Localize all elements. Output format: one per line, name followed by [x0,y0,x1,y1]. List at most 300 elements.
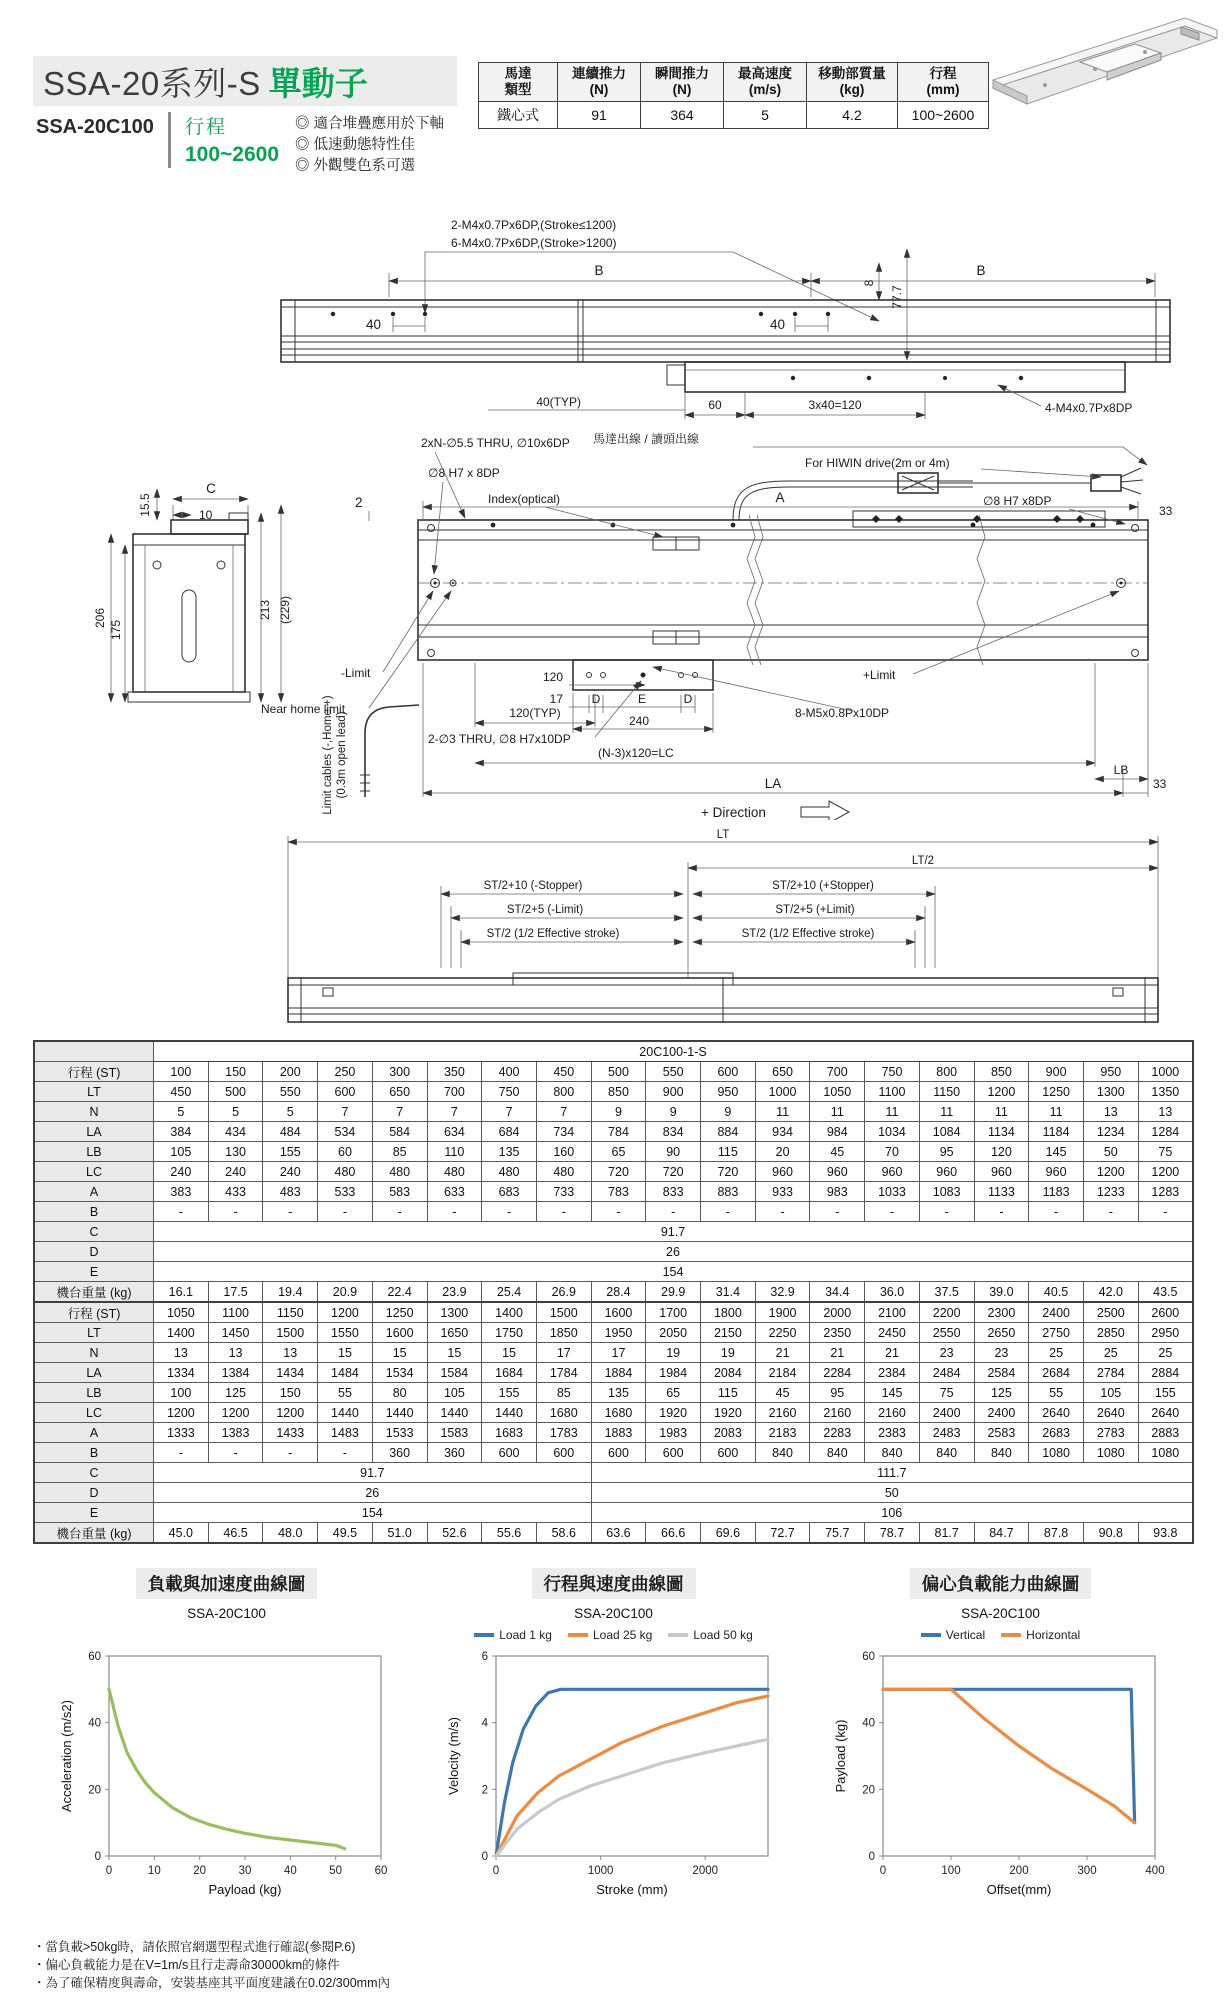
dim-cell: 480 [482,1162,537,1182]
dim-cell: 5 [263,1102,318,1122]
dim-cell: 145 [865,1383,920,1403]
row-label: LT [34,1082,154,1102]
dim-cell: 55 [318,1383,373,1403]
dim-cell: 1084 [919,1122,974,1142]
dim-label: 206 [93,607,107,629]
dim-cell: 95 [919,1142,974,1162]
dim-cell: 105 [427,1383,482,1403]
spec-header: 連續推力 (N) [558,63,641,102]
dim-cell: 75 [1138,1142,1193,1162]
callout-label: ∅8 H7 x 8DP [428,466,500,480]
dim-label: 175 [109,619,123,641]
dim-cell: 45 [755,1383,810,1403]
dim-cell: 1100 [208,1302,263,1323]
dim-cell: 155 [482,1383,537,1403]
dim-cell: 480 [536,1162,591,1182]
spec-value: 鐵心式 [479,102,558,129]
dim-cell: 720 [701,1162,756,1182]
dim-cell: 483 [263,1182,318,1202]
legend-item: Load 25 kg [568,1628,652,1642]
dim-cell: 48.0 [263,1523,318,1544]
dim-label: 213 [258,599,272,621]
dim-cell: 634 [427,1122,482,1142]
spec-value: 4.2 [807,102,898,129]
dim-cell: 2083 [701,1423,756,1443]
dim-cell: 600 [318,1082,373,1102]
dim-cell: 834 [646,1122,701,1142]
dim-cell: 684 [482,1122,537,1142]
dim-cell: 783 [591,1182,646,1202]
row-label: LC [34,1403,154,1423]
dim-cell: 1250 [372,1302,427,1323]
dim-cell: 733 [536,1182,591,1202]
dim-cell: 1500 [536,1302,591,1323]
dim-label: ST/2+10 (-Stopper) [483,880,583,892]
dim-cell: 1350 [1138,1082,1193,1102]
row-label: B [34,1443,154,1463]
dim-cell: 240 [263,1162,318,1182]
dim-cell: 15 [372,1343,427,1363]
dim-cell: 1550 [318,1323,373,1343]
dim-cell: 23.9 [427,1282,482,1303]
dim-cell: 720 [646,1162,701,1182]
dim-cell: 1200 [154,1403,209,1423]
x-tick-label: 60 [374,1865,387,1877]
dim-cell: 1083 [919,1182,974,1202]
dim-cell: - [318,1202,373,1222]
table-corner [34,1041,154,1062]
drawing-stroke-diagram [33,828,1193,1040]
page-title [33,56,457,106]
dim-cell: 1033 [865,1182,920,1202]
dim-label: B [976,263,986,278]
dim-label: 240 [628,714,650,728]
dim-cell: 150 [263,1383,318,1403]
dim-cell: 1440 [372,1403,427,1423]
dim-cell: 2640 [1083,1403,1138,1423]
dim-cell: 60 [318,1142,373,1162]
x-tick-label: 0 [105,1865,112,1877]
callout-label: For HIWIN drive(2m or 4m) [805,456,950,470]
dim-cell: 600 [591,1443,646,1463]
dim-label: 120(TYP) [509,706,561,720]
dim-cell: - [427,1202,482,1222]
y-tick-label: 60 [861,1651,875,1663]
dim-cell: 784 [591,1122,646,1142]
dim-cell: 2350 [810,1323,865,1343]
callout-label: 2-∅3 THRU, ∅8 H7x10DP [428,732,571,746]
dim-cell: 750 [482,1082,537,1102]
chart-offset-payload [807,1568,1194,1904]
model-row [36,112,444,177]
dim-cell: 115 [701,1142,756,1162]
row-label: N [34,1102,154,1122]
dim-cell: 11 [974,1102,1029,1122]
dim-cell: 45 [810,1142,865,1162]
dim-label: 8 [862,279,876,287]
chart-subtitle: SSA-20C100 [574,1606,653,1621]
dim-cell: 1484 [318,1363,373,1383]
row-label: LB [34,1142,154,1162]
dim-cell: 1684 [482,1363,537,1383]
dim-cell: 1700 [646,1302,701,1323]
feature-item: ◎ 低速動態特性佳 [295,137,416,153]
spec-value: 364 [641,102,724,129]
dim-cell: 1050 [810,1082,865,1102]
dim-cell: 2884 [1138,1363,1193,1383]
dim-cell: 533 [318,1182,373,1202]
dim-cell: 23 [974,1343,1029,1363]
chart-title: 偏心負載能力曲線圖 [910,1568,1092,1599]
dim-40-right [770,317,828,332]
dim-cell: 7 [318,1102,373,1122]
x-axis-label: Payload (kg) [208,1882,281,1897]
dim-cell: 1850 [536,1323,591,1343]
dim-label: 17 [549,692,563,706]
dim-cell: 960 [755,1162,810,1182]
dim-cell: - [208,1443,263,1463]
footnotes [33,1938,390,1992]
y-tick-label: 2 [481,1784,488,1797]
feature-list [295,112,444,177]
spec-header: 馬達 類型 [479,63,558,102]
dim-cell: 11 [1029,1102,1084,1122]
stroke-block [185,112,281,167]
dim-cell: 1450 [208,1323,263,1343]
dim-cell: 17 [536,1343,591,1363]
dim-cell: 26.9 [536,1282,591,1303]
dim-cell: - [482,1202,537,1222]
dim-cell: 2450 [865,1323,920,1343]
dim-cell: 63.6 [591,1523,646,1544]
row-label: E [34,1503,154,1523]
dim-label: 120 [542,670,563,684]
dim-cell: 19 [646,1343,701,1363]
dim-label: ST/2+5 (-Limit) [506,904,584,916]
dim-cell: 2784 [1083,1363,1138,1383]
dim-cell: 16.1 [154,1282,209,1303]
dim-cell: 250 [318,1062,373,1082]
stroke-velocity-plot [444,1644,784,1904]
chart-legend [474,1626,753,1644]
y-tick-label: 60 [87,1651,101,1663]
plan-rail [418,511,1148,690]
dim-cell: 9 [591,1102,646,1122]
series-title: SSA-20系列-S [43,64,261,102]
dim-cell: 1034 [865,1122,920,1142]
dim-cell: 1433 [263,1423,318,1443]
dim-cell: 840 [865,1443,920,1463]
dim-cell: 2850 [1083,1323,1138,1343]
dim-cell: 11 [810,1102,865,1122]
dim-cell: 1783 [536,1423,591,1443]
dim-cell: 90.8 [1083,1523,1138,1544]
dim-cell: - [755,1202,810,1222]
dim-bottom [488,385,1132,419]
dim-cell: 1884 [591,1363,646,1383]
dim-cell: 1234 [1083,1122,1138,1142]
dim-cell: - [1138,1202,1193,1222]
dim-cell: 100 [154,1062,209,1082]
spec-value: 5 [724,102,807,129]
dim-cell: 34.4 [810,1282,865,1303]
dim-label: (N-3)x120=LC [598,746,674,760]
dim-cell: 600 [536,1443,591,1463]
y-axis-label: Velocity (m/s) [445,1716,461,1796]
carriage-bottom-view [667,362,1125,392]
row-label: N [34,1343,154,1363]
dim-cell: - [536,1202,591,1222]
dim-cell: 49.5 [318,1523,373,1544]
dim-cell: 383 [154,1182,209,1202]
dim-cell: 950 [701,1082,756,1102]
callout-label: 2xN-∅5.5 THRU, ∅10x6DP [421,436,570,450]
offset-payload-plot [831,1644,1171,1904]
dim-cell: 1134 [974,1122,1029,1142]
spec-header: 行程 (mm) [898,63,989,102]
dim-cell: 25 [1029,1343,1084,1363]
dim-cell: 833 [646,1182,701,1202]
dim-cell: 2160 [865,1403,920,1423]
dim-cell: 650 [755,1062,810,1082]
dim-cell: 1680 [591,1403,646,1423]
dim-cell: 26 [154,1483,592,1503]
spec-header: 最高速度 (m/s) [724,63,807,102]
dim-cell: 1984 [646,1363,701,1383]
dim-cell: 584 [372,1122,427,1142]
dim-cell: 28.4 [591,1282,646,1303]
plan-labels-top [355,431,1173,574]
dim-cell: 85 [372,1142,427,1162]
dim-cell: 1200 [1138,1162,1193,1182]
dim-cell: 300 [372,1062,427,1082]
dim-cell: 1500 [263,1323,318,1343]
dim-cell: 384 [154,1122,209,1142]
dim-cell: 934 [755,1122,810,1142]
dim-cell: 155 [263,1142,318,1162]
callout-label: -Limit [341,666,371,680]
dim-cell: 13 [1138,1102,1193,1122]
dim-label: 10 [199,508,213,522]
dim-cell: 5 [208,1102,263,1122]
dim-cell: 11 [919,1102,974,1122]
dim-cell: 1750 [482,1323,537,1343]
dim-cell: 5 [154,1102,209,1122]
charts-section [33,1568,1194,1904]
dim-cell: 600 [701,1443,756,1463]
dim-cell: 36.0 [865,1282,920,1303]
dim-cell: 13 [208,1343,263,1363]
dim-cell: 2160 [755,1403,810,1423]
y-tick-label: 0 [868,1851,875,1863]
dim-cell: 130 [208,1142,263,1162]
dim-cell: 960 [865,1162,920,1182]
dim-cell: 55.6 [482,1523,537,1544]
dim-cell: 883 [701,1182,756,1202]
spec-value-row [479,102,989,129]
dim-cell: 960 [1029,1162,1084,1182]
dim-cell: 450 [154,1082,209,1102]
header-divider [168,112,171,168]
spec-header-row [479,63,989,102]
legend-swatch [921,1633,941,1637]
dim-label: ST/2 (1/2 Effective stroke) [486,928,620,940]
dim-cell: 1233 [1083,1182,1138,1202]
dim-cell: 1883 [591,1423,646,1443]
dim-label: D [683,692,693,706]
dim-cell: 1583 [427,1423,482,1443]
dim-cell: 50 [591,1483,1193,1503]
x-tick-label: 10 [147,1865,161,1877]
row-label: E [34,1262,154,1282]
x-tick-label: 20 [192,1865,206,1877]
dim-cell: 90 [646,1142,701,1162]
dim-label: 33 [1159,504,1173,518]
x-axis-label: Offset(mm) [986,1882,1051,1897]
dim-cell: 720 [591,1162,646,1182]
dim-cell: 1200 [318,1302,373,1323]
x-tick-label: 0 [879,1865,886,1877]
drawing-side-view [33,205,1193,423]
dim-cell: 2160 [810,1403,865,1423]
dim-cell: 7 [482,1102,537,1122]
dim-cell: 21 [755,1343,810,1363]
dim-cell: 66.6 [646,1523,701,1544]
feature-item: ◎ 外觀雙色系可選 [295,158,416,174]
dim-cell: 110 [427,1142,482,1162]
dim-cell: 600 [482,1443,537,1463]
callout-label: 6-M4x0.7Px6DP,(Stroke>1200) [451,236,617,250]
dim-cell: 31.4 [701,1282,756,1303]
dim-cell: 13 [1083,1102,1138,1122]
dim-cell: 2484 [919,1363,974,1383]
row-label: LC [34,1162,154,1182]
dim-cell: 2184 [755,1363,810,1383]
dim-cell: 2883 [1138,1423,1193,1443]
dim-cell: 2640 [1029,1403,1084,1423]
chart-title: 行程與速度曲線圖 [532,1568,696,1599]
drawing-plan-view [33,425,1193,820]
row-label: 行程 (ST) [34,1062,154,1082]
dim-cell: 1920 [701,1403,756,1423]
dim-cell: - [646,1202,701,1222]
spec-header: 瞬間推力 (N) [641,63,724,102]
dim-cell: 7 [536,1102,591,1122]
spec-value: 100~2600 [898,102,989,129]
dim-cell: 1584 [427,1363,482,1383]
x-tick-label: 100 [940,1865,961,1877]
dim-cell: 7 [427,1102,482,1122]
dim-label: 15.5 [138,493,152,517]
callout-mounting-holes [425,218,879,321]
dim-cell: 7 [372,1102,427,1122]
y-axis-label: Acceleration (m/s2) [58,1700,74,1812]
dim-cell: 135 [591,1383,646,1403]
dim-cell: 484 [263,1122,318,1142]
dim-cell: 106 [591,1503,1193,1523]
legend-swatch [1001,1633,1021,1637]
cross-section-view [93,481,292,702]
dim-cell: 105 [154,1142,209,1162]
dim-cell: 1434 [263,1363,318,1383]
dim-label: D [591,692,601,706]
dim-cell: 800 [919,1062,974,1082]
dim-cell: 433 [208,1182,263,1202]
dim-cell: - [208,1202,263,1222]
dim-cell: 2384 [865,1363,920,1383]
direction-label: + Direction [701,805,766,820]
dim-label: C [206,481,216,496]
dim-label: A [775,490,785,505]
dim-cell: 87.8 [1029,1523,1084,1544]
dim-cell: 360 [427,1443,482,1463]
dim-cell: 11 [755,1102,810,1122]
dim-cell: 1400 [482,1302,537,1323]
dim-cell: 135 [482,1142,537,1162]
dim-cell: 1080 [1029,1443,1084,1463]
callout-label: 2-M4x0.7Px6DP,(Stroke≤1200) [451,218,617,232]
dim-cell: - [263,1202,318,1222]
dim-cell: 1200 [208,1403,263,1423]
product-image [985,10,1220,125]
y-tick-label: 40 [87,1717,101,1730]
dim-cell: 1334 [154,1363,209,1383]
dim-label: ST/2 (1/2 Effective stroke) [741,928,875,940]
dim-cell: 700 [427,1082,482,1102]
dim-label: 40(TYP) [536,395,581,409]
dim-cell: 75.7 [810,1523,865,1544]
dim-cell: 700 [810,1062,865,1082]
dim-cell: 2084 [701,1363,756,1383]
dim-cell: 2583 [974,1423,1029,1443]
dim-cell: 750 [865,1062,920,1082]
dim-cell: 105 [1083,1383,1138,1403]
stroke-label: 行程 [185,117,228,138]
dim-cell: 1533 [372,1423,427,1443]
dim-cell: 50 [1083,1142,1138,1162]
dim-cell: 450 [536,1062,591,1082]
dim-cell: 19 [701,1343,756,1363]
dim-cell: 145 [1029,1142,1084,1162]
callout-label: ∅8 H7 x8DP [983,494,1052,508]
dim-cell: 42.0 [1083,1282,1138,1303]
dim-cell: 55 [1029,1383,1084,1403]
spec-header: 移動部質量 (kg) [807,63,898,102]
dim-cell: 1300 [427,1302,482,1323]
x-tick-label: 400 [1144,1865,1165,1877]
dim-cell: 84.7 [974,1523,1029,1544]
y-axis-label: Payload (kg) [832,1719,848,1793]
table-title: 20C100-1-S [154,1041,1194,1062]
dim-cell: 1300 [1083,1082,1138,1102]
dim-cell: 480 [318,1162,373,1182]
dim-cell: 2683 [1029,1423,1084,1443]
row-label: C [34,1463,154,1483]
dim-cell: 1333 [154,1423,209,1443]
dim-cell: - [1029,1202,1084,1222]
dim-cell: 1440 [482,1403,537,1423]
dim-cell: 1050 [154,1302,209,1323]
dim-cell: 1080 [1138,1443,1193,1463]
dim-cell: 115 [701,1383,756,1403]
plot-area [883,1656,1155,1856]
dim-cell: 850 [591,1082,646,1102]
dim-cell: 1983 [646,1423,701,1443]
chart-subtitle: SSA-20C100 [961,1606,1040,1621]
row-label: A [34,1182,154,1202]
dim-label: LA [764,776,782,791]
dim-cell: 1200 [1083,1162,1138,1182]
